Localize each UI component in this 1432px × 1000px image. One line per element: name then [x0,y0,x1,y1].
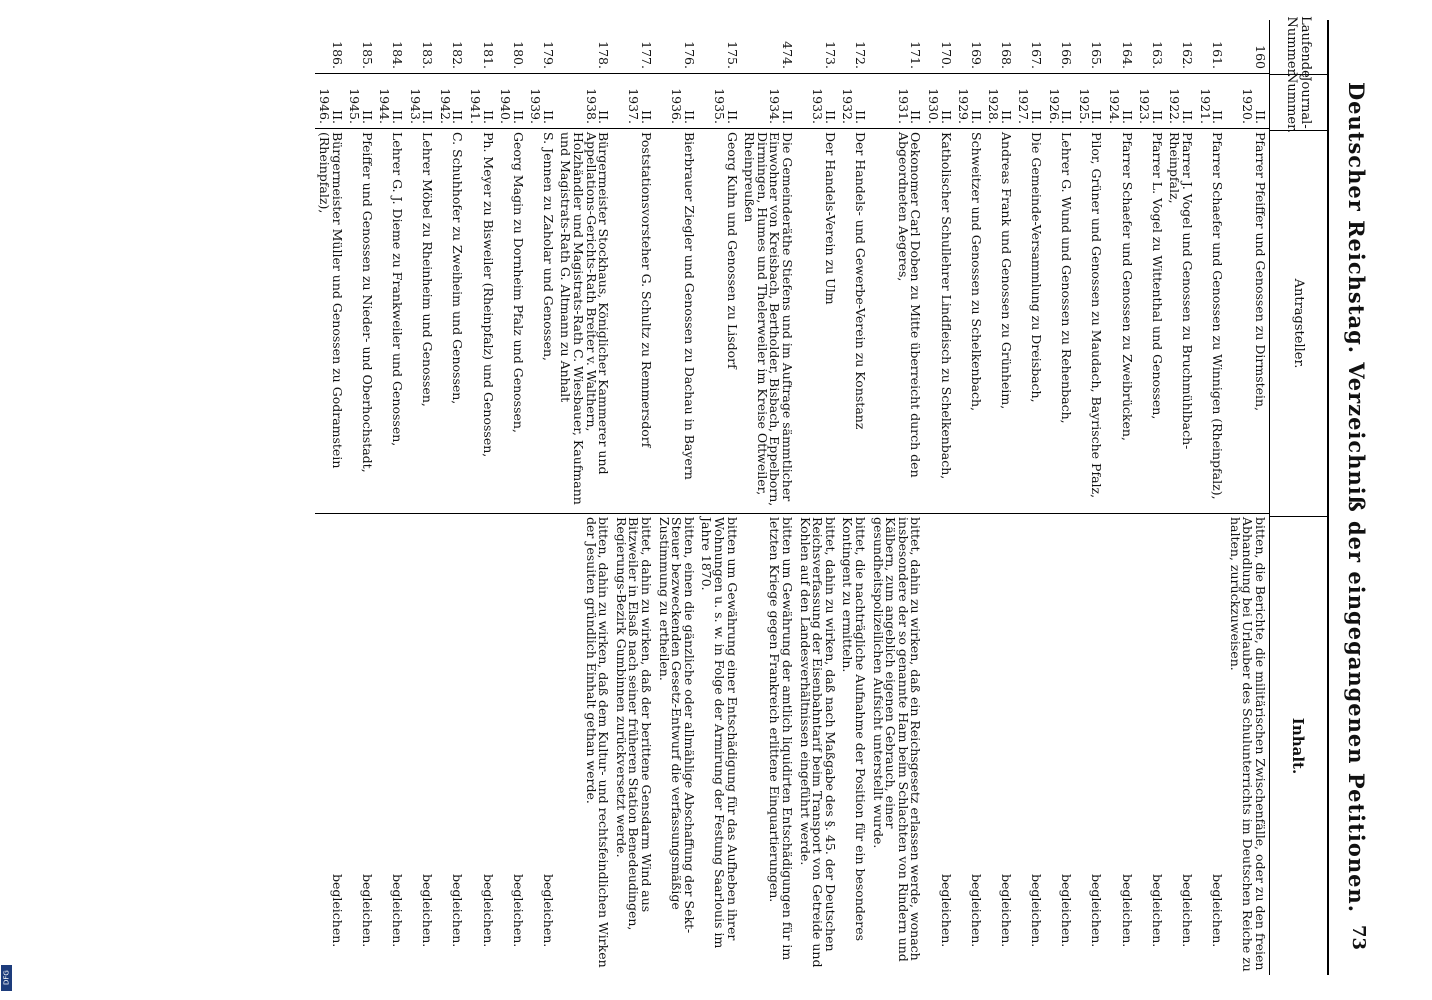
row-laufende-nummer: 178. [557,20,612,74]
row-antragsteller: Lehrer Möbel zu Rheinheim und Genossen, [406,129,436,514]
digitization-footer [0,0,12,1000]
row-antragsteller: Katholischer Schullehrer Lindfleisch zu Schelkenbach, [924,129,954,514]
row-journal-nummer: II. 1923. [1136,74,1166,129]
row-laufende-nummer: 180. [497,20,527,74]
row-journal-nummer: II. 1939. [527,74,557,129]
row-antragsteller: Die Gemeinderäthe Stiefens und im Auftrage sämmtlicher Einwohner von Kreisbach, Bertholder, Bisbach, Eppelborn, Dirmingen, Humes und Thelerweiler im Kreise Ottweiler, Rheinpreußen [741,129,796,514]
table-row [315,20,345,975]
table-row [955,20,985,975]
row-inhalt: begleichen. [389,874,405,948]
row-laufende-nummer: 474. [741,20,796,74]
row-inhalt: begleichen. [480,874,496,948]
row-journal-nummer: II. 1922. [1166,74,1196,129]
dfg-logo: DFG [1,965,12,991]
row-inhalt: begleichen. [1119,874,1135,948]
row-laufende-nummer: 172. [839,20,869,74]
row-inhalt: bitten um Gewährung einer Entschädigung für das Aufheben ihrer Wohnungen u. s. w. in Folge der Armirung der Festung Saarlouis im Jahre 1870. [699,517,740,949]
table-row [346,20,376,975]
row-antragsteller: Der Handels-Verein zu Ulm [796,129,839,514]
row-antragsteller: Pfarrer J. Vogel und Genossen zu Bruchmühlbach-Rheinpfalz, [1166,129,1196,514]
row-laufende-nummer: 185. [346,20,376,74]
row-inhalt: bitten, die Berichte, die militärischen Zwischenfälle, oder zu den freien Abhandlung bei Urlauber des Schulunterrichts im Deutschen Reiche zu halten, zurückzuweisen. [1227,517,1268,972]
table-row [1105,20,1135,975]
row-inhalt: bittet, die nachträgliche Aufnahme der Position für ein besonderes Kontingent zu ermitteln. [840,517,868,942]
row-inhalt: begleichen. [1089,874,1105,948]
table-row [1075,20,1105,975]
table-row [612,20,655,975]
row-journal-nummer: II. 1931. [869,74,924,129]
row-laufende-nummer: 175. [698,20,741,74]
row-journal-nummer: II. 1942. [436,74,466,129]
row-inhalt: begleichen. [1059,874,1075,948]
table-row [924,20,954,975]
row-laufende-nummer: 163. [1136,20,1166,74]
table-row [1166,20,1196,975]
row-journal-nummer: II. 1934. [741,74,796,129]
row-inhalt: begleichen. [1210,874,1226,948]
row-antragsteller: Lehrer G. Wund und Genossen zu Rehenbach, [1045,129,1075,514]
row-laufende-nummer: 182. [436,20,466,74]
row-inhalt: begleichen. [968,874,984,948]
row-journal-nummer: II. 1940. [497,74,527,129]
petition-table [315,16,1329,975]
row-journal-nummer: II. 1924. [1105,74,1135,129]
row-inhalt: begleichen. [450,874,466,948]
table-row [527,20,557,975]
table-row [869,20,924,975]
table-row [796,20,839,975]
row-laufende-nummer: 162. [1166,20,1196,74]
row-laufende-nummer: 165. [1075,20,1105,74]
row-journal-nummer: II. 1933. [796,74,839,129]
row-journal-nummer: II. 1921. [1196,74,1226,129]
row-laufende-nummer: 171. [869,20,924,74]
row-journal-nummer: II. 1920. [1226,74,1269,129]
row-journal-nummer: II. 1932. [839,74,869,129]
row-laufende-nummer: 184. [376,20,406,74]
row-journal-nummer: II. 1936. [655,74,698,129]
table-row [839,20,869,975]
row-inhalt: bittet, dahin zu wirken, daß ein Reichsgesetz erlassen werde, wonach insbesondere der so genannte Ham beim Schlachten von Rindern und Kälbern, zum angeblich eigenen Gebrauch, einer gesundheitspolizeilichen Aufsicht unterstellt wurde. [870,517,924,962]
table-row [741,20,796,975]
row-journal-nummer: II. 1941. [466,74,496,129]
row-antragsteller: S. Jennen zu Zaholar und Genossen, [527,129,557,514]
table-row [376,20,406,975]
row-antragsteller: C. Schuhhofer zu Zweiheim und Genossen, [436,129,466,514]
row-laufende-nummer: 173. [796,20,839,74]
row-antragsteller: Pfarrer L. Vogel zu Wittenthal und Genossen, [1136,129,1166,514]
row-journal-nummer: II. 1930. [924,74,954,129]
row-inhalt: begleichen. [998,874,1014,948]
row-laufende-nummer: 176. [655,20,698,74]
row-inhalt: begleichen. [1149,874,1165,948]
row-inhalt: begleichen. [359,874,375,948]
row-inhalt: begleichen. [1029,874,1045,948]
row-inhalt: bitten, einen die gänzliche oder allmählige Abschaffung der Sekt-Steuer bezweckenden Gesetz-Entwurf die verfassungsmäßige Zustimmung zu ertheilen. [656,517,697,934]
table-row [1196,20,1226,975]
table-header [1269,16,1327,975]
row-journal-nummer: II. 1929. [955,74,985,129]
table-row [497,20,527,975]
row-laufende-nummer: 183. [406,20,436,74]
row-antragsteller: Schweitzer und Genossen zu Schelkenbach, [955,129,985,514]
row-laufende-nummer: 167. [1015,20,1045,74]
page-title: Deutscher Reichstag. Verzeichniß der eingegangenen Petitionen. [1344,81,1369,914]
row-laufende-nummer: 186. [315,20,345,74]
table-row [1045,20,1075,975]
row-journal-nummer: II. 1926. [1045,74,1075,129]
row-laufende-nummer: 179. [527,20,557,74]
row-antragsteller: Bierbrauer Ziegler und Genossen zu Dachau in Bayern [655,129,698,514]
row-laufende-nummer: 170. [924,20,954,74]
row-inhalt: bittet, dahin zu wirken, daß der berittene Gensdarm Wind aus Bitzweiler in Elsaß nach seiner früheren Station Benedeudingen, Regierungs-Bezirk Gumbinnen zurückversetzt werde. [613,517,655,931]
row-antragsteller: Bürgermeister Müller und Genossen zu Godramstein (Rheinpfalz), [315,129,345,514]
table-row [436,20,466,975]
row-antragsteller: Lehrer G. J. Dieme zu Frankweiler und Genossen, [376,129,406,514]
table-row [406,20,436,975]
header-laufende-nummer: Laufende Nummer. [1270,20,1327,75]
row-inhalt: bitten um Gewährung der amtlich liquidirten Entschädigungen für im letzten Kriege gegen Frankreich erlittene Einquartierungen. [767,517,795,961]
row-antragsteller: Pfarrer Schaefer und Genossen zu Zweibrücken, [1105,129,1135,514]
row-antragsteller: Pfarrer Pfeiffer und Genossen zu Dirmstein, [1226,129,1269,514]
page-number: 73 [1348,924,1369,950]
row-antragsteller: Ph. Meyer zu Bisweiler (Rheinpfalz) und Genossen, [466,129,496,514]
row-antragsteller: Andreas Frank und Genossen zu Grünheim, [985,129,1015,514]
row-journal-nummer: II. 1925. [1075,74,1105,129]
header-antragsteller: Antragsteller. [1270,131,1327,517]
table-row [1226,20,1269,975]
header-inhalt: Inhalt. [1289,717,1308,775]
row-laufende-nummer: 160 [1226,20,1269,74]
table-row [1015,20,1045,975]
row-antragsteller: Pfarrer Schaefer und Genossen zu Winnigen (Rheinpfalz), [1196,129,1226,514]
row-laufende-nummer: 164. [1105,20,1135,74]
row-journal-nummer: II. 1944. [376,74,406,129]
row-antragsteller: Georg Kuhn und Genossen zu Lisdorf [698,129,741,514]
row-antragsteller: Die Gemeinde-Versammlung zu Dreisbach, [1015,129,1045,514]
row-antragsteller: Oekonomer Carl Doben zu Mitte überreicht durch den Abgeordneten Aegeres, [869,129,924,514]
row-inhalt: bitten, dahin zu wirken, daß dem Kultur- und rechtsfeindlichen Wirken der Jesuiten gründlich Einhalt gethan werde. [583,517,612,968]
row-laufende-nummer: 166. [1045,20,1075,74]
table-row [1136,20,1166,975]
table-row [655,20,698,975]
table-row [466,20,496,975]
table-row [985,20,1015,975]
row-journal-nummer: II. 1937. [612,74,655,129]
row-laufende-nummer: 181. [466,20,496,74]
page-content [0,16,1432,975]
row-antragsteller: Pilor, Grüner und Genossen zu Maudach, Bayrische Pfalz, [1075,129,1105,514]
row-inhalt: begleichen. [540,874,556,948]
row-journal-nummer: II. 1945. [346,74,376,129]
row-antragsteller: Georg Magin zu Dornheim Pfalz und Genossen, [497,129,527,514]
row-inhalt: begleichen. [938,874,954,948]
row-inhalt: begleichen. [420,874,436,948]
row-journal-nummer: II. 1927. [1015,74,1045,129]
row-journal-nummer: II. 1943. [406,74,436,129]
row-laufende-nummer: 177. [612,20,655,74]
row-antragsteller: Pfeiffer und Genossen zu Nieder- und Oberhochstadt, [346,129,376,514]
table-row [557,20,612,975]
row-journal-nummer: II. 1935. [698,74,741,129]
row-journal-nummer: II. 1928. [985,74,1015,129]
row-inhalt: bittet, dahin zu wirken, daß nach Maßgabe des §. 45. der Deutschen Reichsverfassung der Eisenbahntarif beim Transport von Getreide und Kohlen auf den Landesverhältnissen eingeführt werde. [797,517,838,968]
row-laufende-nummer: 161. [1196,20,1226,74]
table-row [698,20,741,975]
row-inhalt: begleichen. [1180,874,1196,948]
row-antragsteller: Bürgermeister Stockhaus, Königlicher Kammerer und Appellations-Gerichts-Rath Breiter v. Walthern, Holzhändler und Magistrats-Rath C. Wiesbauer, Kaufmann und Magistrats-Rath G. Altmann zu Anhalt [557,129,612,514]
row-antragsteller: Poststationsvorsteher G. Schultz zu Remmersdorf [612,129,655,514]
dfg-note [0,337,1,735]
header-journal-nummer: Journal-Nummer. [1270,75,1327,131]
row-inhalt: begleichen. [329,874,345,948]
row-inhalt: begleichen. [510,874,526,948]
table-body [315,20,1269,975]
row-laufende-nummer: 168. [985,20,1015,74]
row-antragsteller: Der Handels- und Gewerbe-Verein zu Konstanz [839,129,869,514]
row-laufende-nummer: 169. [955,20,985,74]
row-journal-nummer: II. 1946. [315,74,345,129]
row-journal-nummer: II. 1938. [557,74,612,129]
